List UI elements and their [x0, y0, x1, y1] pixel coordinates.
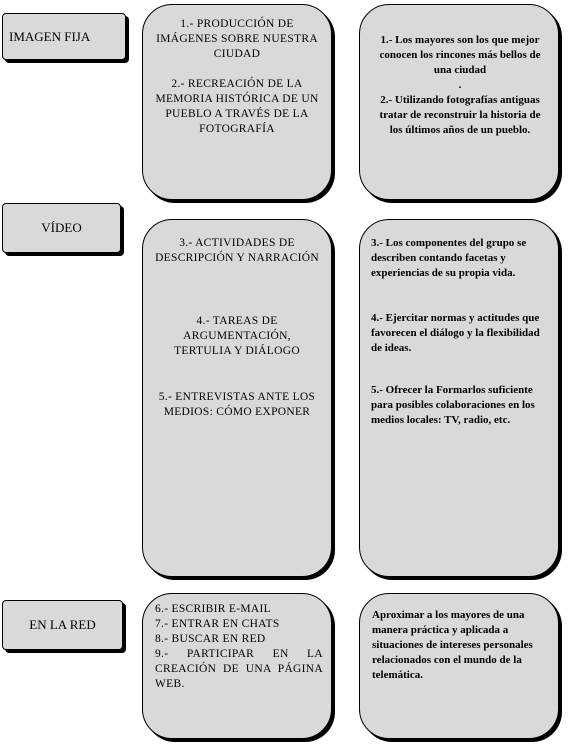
activity-item: 1.- PRODUCCIÓN DE IMÁGENES SOBRE NUESTRA CIUDAD — [156, 18, 318, 60]
activity-item: 7.- ENTRAR EN CHATS — [155, 618, 280, 630]
category-label: VÍDEO — [41, 220, 82, 235]
activities-imagen-fija — [142, 4, 332, 200]
activity-item: 4.- TAREAS DE ARGUMENTACIÓN, TERTULIA Y DIÁLOGO — [174, 315, 300, 357]
activity-item: 5.- ENTREVISTAS ANTE LOS MEDIOS: CÓMO EXPONER — [158, 391, 316, 418]
activity-item: 8.- BUSCAR EN RED — [155, 633, 266, 645]
objective-item: 5.- Ofrecer la Formarlos suficiente para posibles colaboraciones en los medios locales: TV, radio, etc. — [371, 384, 535, 426]
category-label: EN LA RED — [29, 617, 96, 632]
activity-item: 6.- ESCRIBIR E-MAIL — [155, 603, 271, 615]
objectives-en-la-red — [359, 593, 559, 739]
objective-item: Aproximar a los mayores de una manera práctica y aplicada a situaciones de intereses personales relacionados con el mundo de la telemática. — [372, 609, 533, 681]
activity-item: 9.- PARTICIPAR EN LA CREACIÓN DE UNA PÁGINA WEB. — [155, 648, 323, 690]
activities-video — [142, 219, 332, 577]
category-video — [2, 203, 121, 253]
objective-item: . — [458, 79, 462, 91]
objective-item: 4.- Ejercitar normas y actitudes que favorecen el diálogo y la flexibilidad de ideas. — [371, 312, 540, 354]
objective-item: 2.- Utilizando fotografías antiguas tratar de reconstruir la historia de los últimos años de un pueblo. — [379, 94, 541, 136]
objectives-video — [359, 219, 559, 577]
category-label: IMAGEN FIJA — [9, 28, 91, 44]
objective-item: 3.- Los componentes del grupo se describen contando facetas y experiencias de su propia vida. — [371, 237, 527, 279]
activity-item: 2.- RECREACIÓN DE LA MEMORIA HISTÓRICA DE UN PUEBLO A TRAVÉS DE LA FOTOGRAFÍA — [155, 78, 319, 135]
objectives-imagen-fija — [359, 4, 559, 200]
objective-item: 1.- Los mayores son los que mejor conocen los rincones más bellos de una ciudad — [379, 34, 541, 76]
category-imagen-fija — [2, 13, 126, 60]
category-en-la-red — [2, 600, 123, 650]
activities-en-la-red — [142, 593, 332, 739]
activity-item: 3.- ACTIVIDADES DE DESCRIPCIÓN Y NARRACIÓN — [155, 237, 319, 264]
